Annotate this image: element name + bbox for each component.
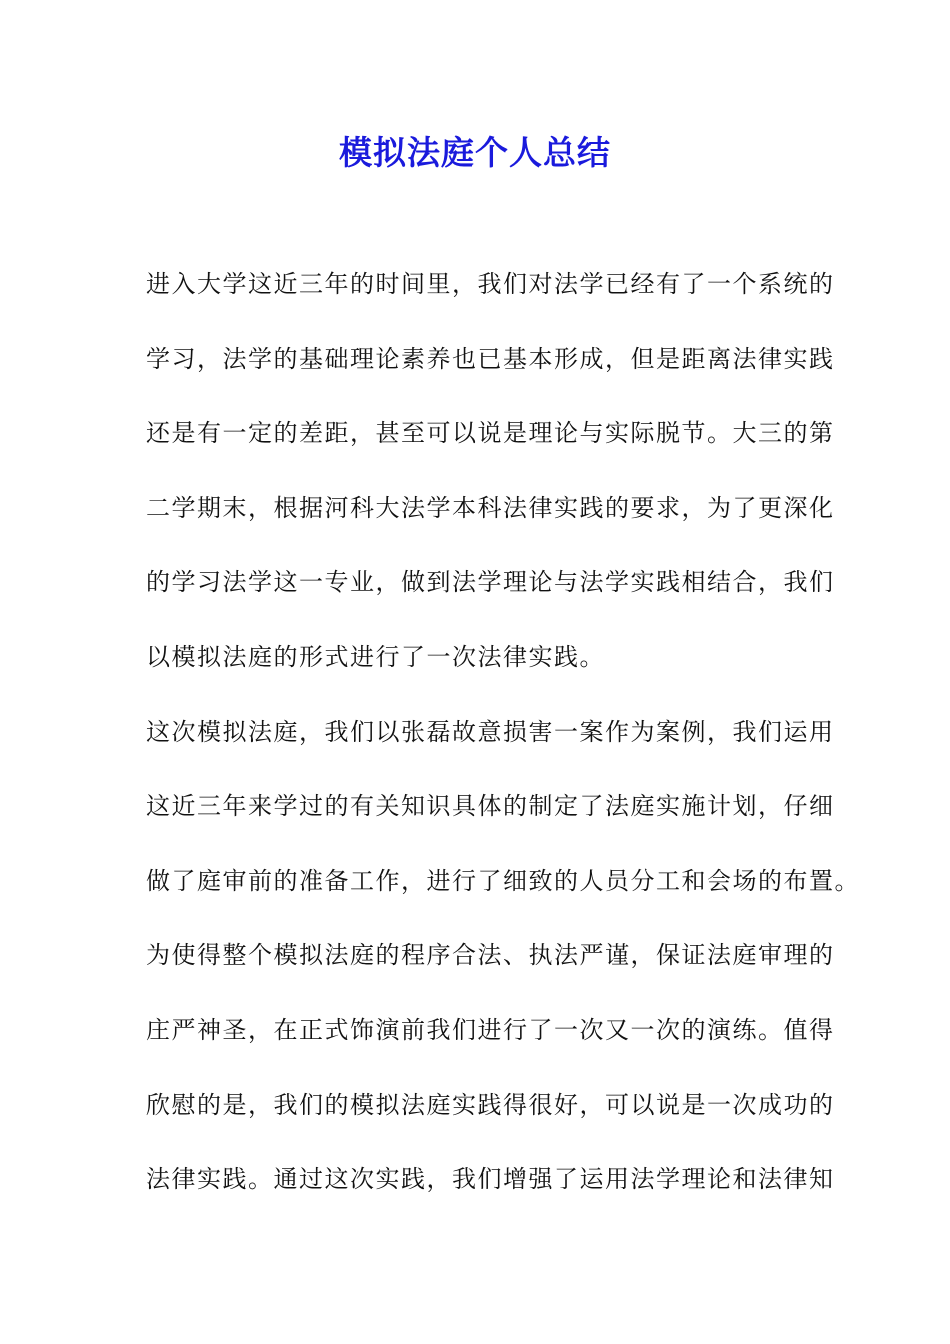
body-line: 进入大学这近三年的时间里，我们对法学已经有了一个系统的 — [146, 270, 835, 298]
body-line: 为使得整个模拟法庭的程序合法、执法严谨，保证法庭审理的 — [146, 941, 835, 970]
body-line: 庄严神圣，在正式饰演前我们进行了一次又一次的演练。值得 — [146, 1015, 835, 1044]
body-line: 以模拟法庭的形式进行了一次法律实践。 — [146, 642, 605, 671]
body-line: 还是有一定的差距，甚至可以说是理论与实际脱节。大三的第 — [146, 419, 835, 448]
body-line: 这次模拟法庭，我们以张磊故意损害一案作为案例，我们运用 — [146, 717, 835, 746]
document-title: 模拟法庭个人总结 — [339, 133, 611, 172]
body-line: 欣慰的是，我们的模拟法庭实践得很好，可以说是一次成功的 — [146, 1090, 835, 1119]
body-line: 二学期末，根据河科大法学本科法律实践的要求，为了更深化 — [146, 493, 835, 522]
document-body — [146, 264, 860, 1234]
body-line: 法律实践。通过这次实践，我们增强了运用法学理论和法律知 — [146, 1165, 835, 1194]
body-line: 这近三年来学过的有关知识具体的制定了法庭实施计划，仔细 — [146, 792, 835, 821]
body-line: 做了庭审前的准备工作，进行了细致的人员分工和会场的布置。 — [146, 866, 860, 895]
body-line: 学习，法学的基础理论素养也已基本形成，但是距离法律实践 — [146, 344, 835, 373]
body-line: 的学习法学这一专业，做到法学理论与法学实践相结合，我们 — [146, 568, 835, 597]
